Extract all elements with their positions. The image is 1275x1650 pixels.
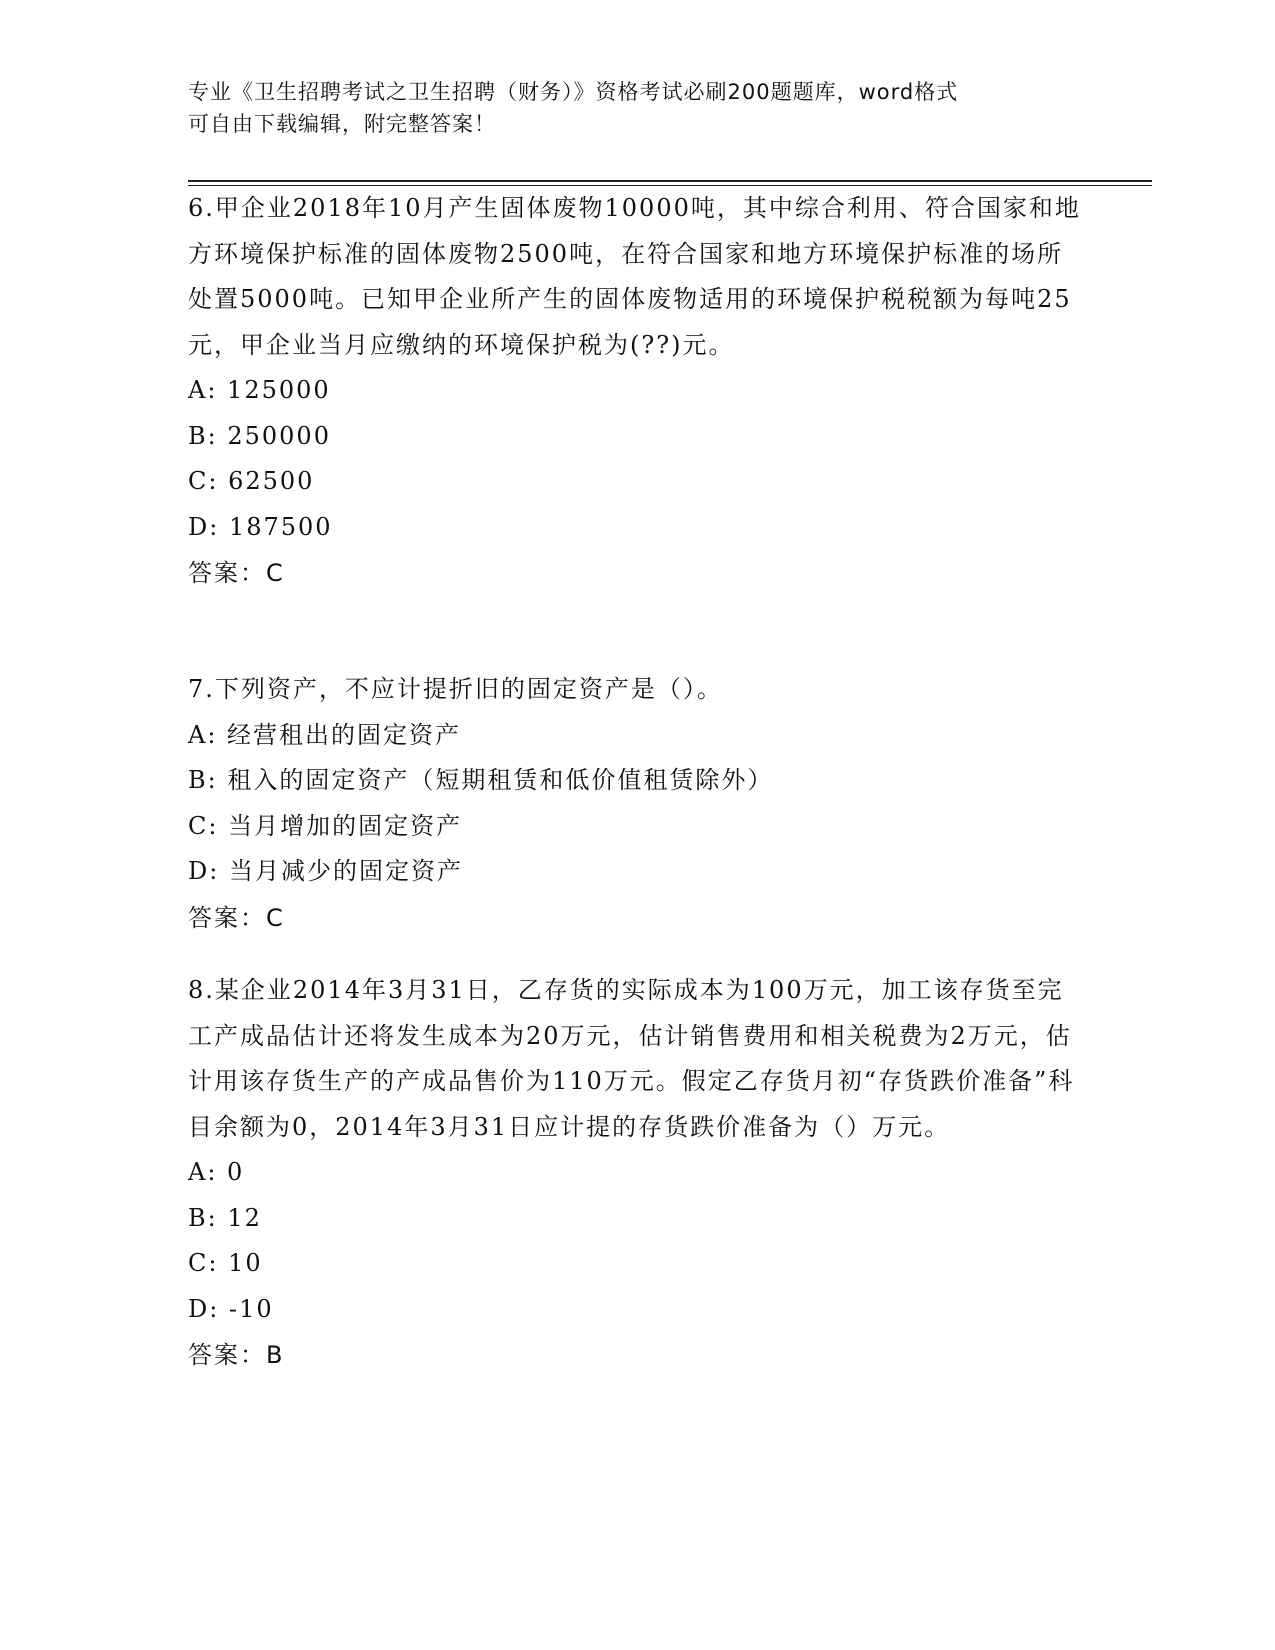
header-line-1: 专业《卫生招聘考试之卫生招聘（财务）》资格考试必刷200题题库，word格式 (188, 80, 959, 104)
answer: 答案：B (188, 1341, 285, 1369)
header-line-2: 可自由下载编辑，附完整答案！ (188, 112, 496, 136)
question-6 (188, 186, 1088, 596)
option-a: A: 0 (188, 1158, 245, 1186)
option-c: C: 10 (188, 1249, 263, 1277)
question-8 (188, 968, 1088, 1378)
option-d: D: 当月减少的固定资产 (188, 857, 463, 885)
option-c: C: 62500 (188, 467, 315, 495)
answer: 答案：C (188, 559, 285, 587)
option-b: B: 租入的固定资产（短期租赁和低价值租赁除外） (188, 766, 774, 794)
option-d: D: -10 (188, 1294, 274, 1323)
question-7 (188, 667, 1088, 941)
option-d: D: 187500 (188, 512, 333, 541)
header-divider (188, 180, 1152, 182)
option-a: A: 125000 (188, 376, 331, 404)
option-b: B: 250000 (188, 421, 331, 450)
question-stem: 8.某企业2014年3月31日，乙存货的实际成本为100万元，加工该存货至完工产成品估计还将发生成本为20万元，估计销售费用和相关税费为2万元，估计用该存货生产的产成品售价为110万元。假定乙存货月初“存货跌价准备”科目余额为0，2014年3月31日应计提的存货跌价准备为（）万元。 (188, 976, 1075, 1141)
option-b: B: 12 (188, 1203, 262, 1232)
document-header (188, 76, 1068, 140)
question-stem: 6.甲企业2018年10月产生固体废物10000吨，其中综合利用、符合国家和地方环境保护标准的固体废物2500吨，在符合国家和地方环境保护标准的场所处置5000吨。已知甲企业所产生的固体废物适用的环境保护税税额为每吨25元，甲企业当月应缴纳的环境保护税为(??)元。 (188, 194, 1081, 359)
option-c: C: 当月增加的固定资产 (188, 811, 463, 840)
option-a: A: 经营租出的固定资产 (188, 720, 462, 749)
answer: 答案：C (188, 903, 285, 932)
question-stem: 7.下列资产，不应计提折旧的固定资产是（）。 (188, 675, 723, 703)
